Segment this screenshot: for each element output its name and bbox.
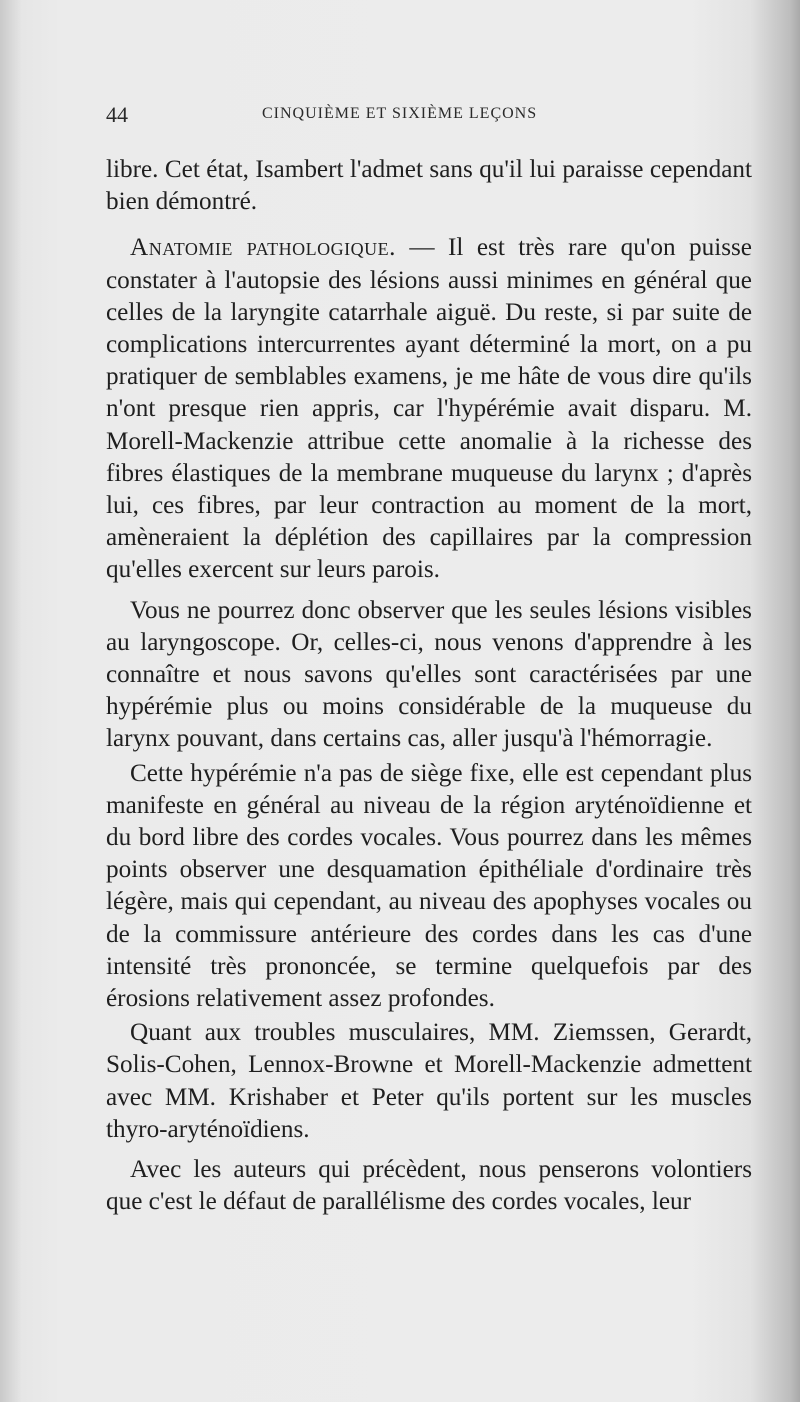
paragraph-4-text: Cette hypérémie n'a pas de siège fixe, elle est cependant plus manifeste en général au niveau de la région aryténoïdienne et du bord libre des cordes vocales. Vous pourrez dans les mêmes points observer une desquamation épithéliale d'ordinaire très légère, mais qui cependant, au niveau des apophyses vocales ou de la commissure antérieure des cordes dans les cas d'une intensité très prononcée, se termine quelquefois par des érosions relativement assez profondes. <box>106 759 752 1013</box>
body-text <box>106 154 752 1227</box>
paragraph-5 <box>106 1017 752 1146</box>
paragraph-6-text: Avec les auteurs qui précèdent, nous penserons volontiers que c'est le défaut de parallélisme des cordes vocales, leur <box>106 1156 752 1216</box>
running-head: CINQUIÈME ET SIXIÈME LEÇONS <box>262 105 538 122</box>
paragraph-3-text: Vous ne pourrez donc observer que les seules lésions visibles au laryngoscope. Or, celles-ci, nous venons d'apprendre à les connaître et nous savons qu'elles sont caractérisées par une hypérémie plus ou moins considérable de la muqueuse du larynx pouvant, dans certains cas, aller jusqu'à l'hémorragie. <box>106 596 752 753</box>
paragraph-2-text: — Il est très rare qu'on puisse constater à l'autopsie des lésions aussi minimes en général que celles de la laryngite catarrhale aiguë. Du reste, si par suite de complications intercurrentes ayant déterminé la mort, on a pu pratiquer de semblables examens, je me hâte de vous dire qu'ils n'ont presque rien appris, car l'hypérémie avait disparu. M. Morell-Mackenzie attribue cette anomalie à la richesse des fibres élastiques de la membrane muqueuse du larynx ; d'après lui, ces fibres, par leur contraction au moment de la mort, amèneraient la déplétion des capillaires par la compression qu'elles exercent sur leurs parois. <box>106 234 752 584</box>
paragraph-2 <box>106 232 752 586</box>
page-header <box>106 102 740 132</box>
paragraph-5-text: Quant aux troubles musculaires, MM. Ziemssen, Gerardt, Solis-Cohen, Lennox-Browne et Morell-Mackenzie admettent avec MM. Krishaber et Peter qu'ils portent sur les muscles thyro-aryténoïdiens. <box>106 1019 752 1143</box>
paragraph-6 <box>106 1154 752 1218</box>
page-number: 44 <box>106 102 128 127</box>
paragraph-1-text: libre. Cet état, Isambert l'admet sans qu'il lui paraisse cependant bien démontré. <box>106 156 752 216</box>
paragraph-4 <box>106 758 752 1016</box>
paragraph-3 <box>106 595 752 756</box>
section-heading: Anatomie pathologique. <box>130 234 396 262</box>
paragraph-1 <box>106 154 752 218</box>
